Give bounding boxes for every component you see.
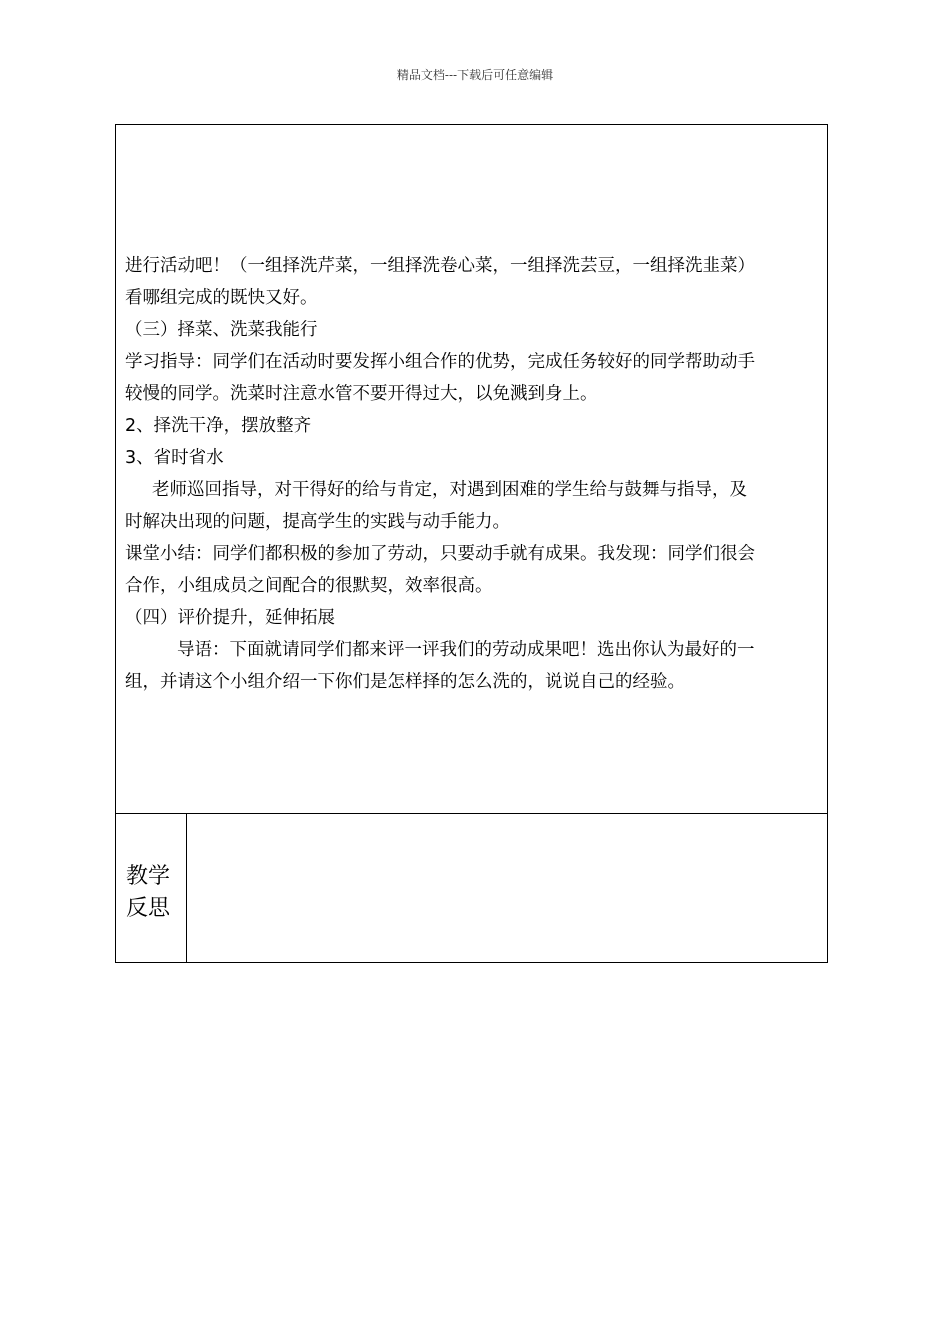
list-item: 3、省时省水 [125,448,224,468]
reflection-row [115,813,828,963]
text-line: 导语：下面就请同学们都来评一评我们的劳动成果吧！选出你认为最好的一 [177,640,755,660]
text-line: 学习指导：同学们在活动时要发挥小组合作的优势，完成任务较好的同学帮助动手 [125,352,755,372]
list-item: 2、择洗干净，摆放整齐 [125,416,312,436]
reflection-label: 教学反思 [126,864,171,921]
lesson-body-text [125,250,821,698]
section-heading: （三）择菜、洗菜我能行 [125,320,318,340]
text-line: 老师巡回指导，对干得好的给与肯定，对遇到困难的学生给与鼓舞与指导，及 [152,480,747,500]
text-line: 组，并请这个小组介绍一下你们是怎样择的怎么洗的，说说自己的经验。 [125,672,685,692]
text-line: 较慢的同学。洗菜时注意水管不要开得过大，以免溅到身上。 [125,384,598,404]
lesson-content-cell [115,124,828,814]
text-line: 看哪组完成的既快又好。 [125,288,318,308]
text-line: 课堂小结：同学们都积极的参加了劳动，只要动手就有成果。我发现：同学们很会 [125,544,755,564]
reflection-content-cell [187,814,827,962]
section-heading: （四）评价提升，延伸拓展 [125,608,335,628]
text-line: 时解决出现的问题，提高学生的实践与动手能力。 [125,512,510,532]
page-header: 精品文档---下载后可任意编辑 [396,68,554,82]
reflection-label-cell [116,814,187,962]
text-line: 进行活动吧！（一组择洗芹菜，一组择洗卷心菜，一组择洗芸豆，一组择洗韭菜） [125,256,755,276]
text-line: 合作，小组成员之间配合的很默契，效率很高。 [125,576,493,596]
